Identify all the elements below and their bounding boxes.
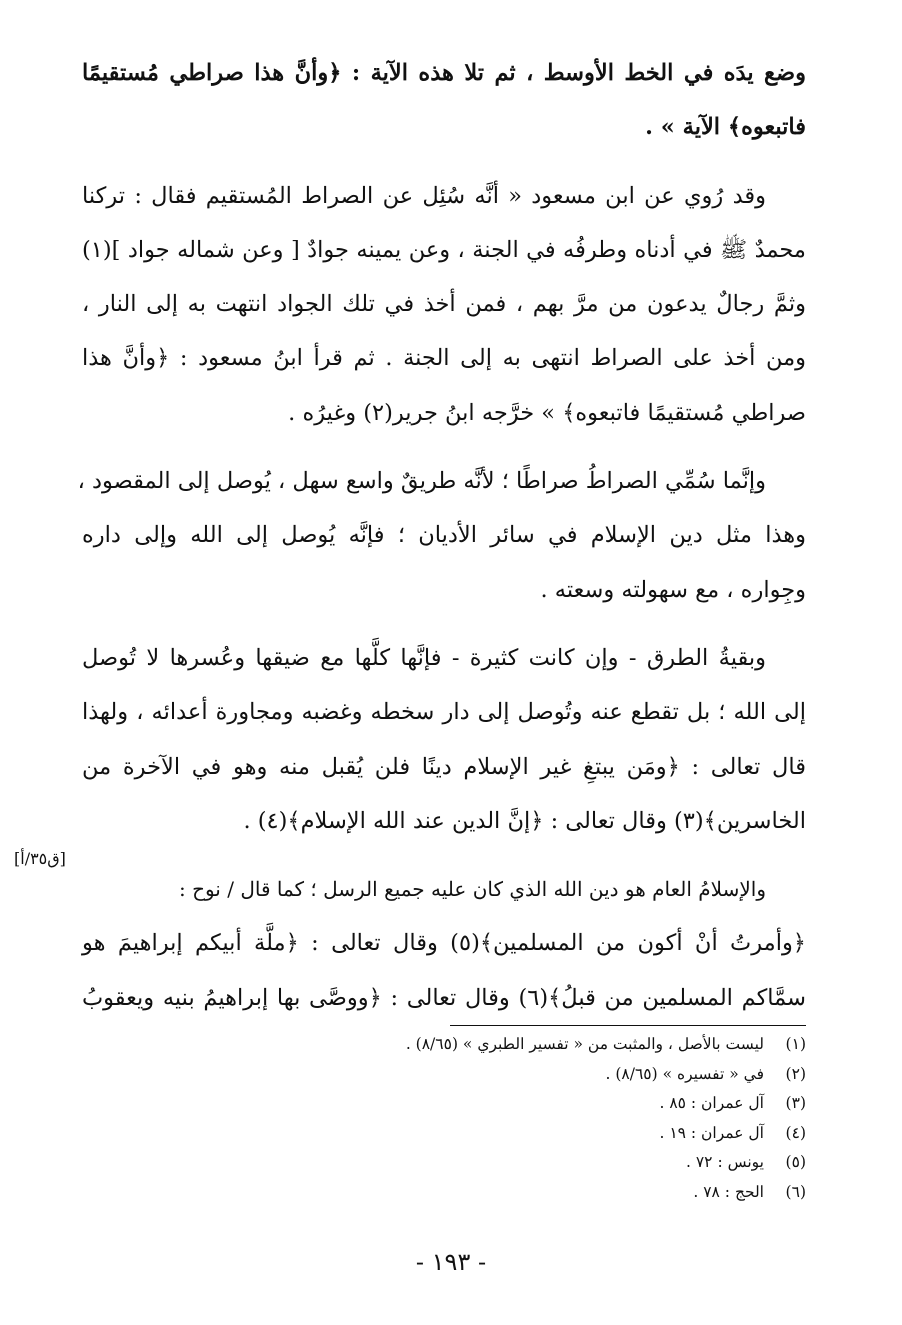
footnote-item bbox=[406, 1089, 806, 1119]
text-line: وبقيةُ الطرق - وإن كانت كثيرة - فإنَّها كلَّها مع ضيقها وعُسرها لا تُوصل bbox=[82, 644, 766, 671]
text-line: سمَّاكم المسلمين من قبلُ﴾(٦) وقال تعالى : ﴿ووصَّى بها إبراهيمُ بنيه ويعقوبُ bbox=[82, 984, 806, 1011]
footnote-text: ليست بالأصل ، والمثبت من « تفسير الطبري » (٨/٦٥) . bbox=[405, 1035, 764, 1053]
footnote-number: (١) bbox=[785, 1035, 806, 1053]
footnote-text: يونس : ٧٢ . bbox=[686, 1153, 764, 1171]
text-line: وإنَّما سُمِّي الصراطُ صراطًا ؛ لأنَّه طريقٌ واسع سهل ، يُوصل إلى المقصود ، bbox=[77, 468, 766, 495]
text-line: ﴿وأمرتُ أنْ أكون من المسلمين﴾(٥) وقال تعالى : ﴿ملَّة أبيكم إبراهيمَ هو bbox=[82, 930, 806, 957]
footnote-number: (٢) bbox=[785, 1064, 806, 1083]
footnote-text: آل عمران : ١٩ . bbox=[659, 1123, 764, 1142]
text-line: وضع يدَه في الخط الأوسط ، ثم تلا هذه الآية : ﴿وأنَّ هذا صراطي مُستقيمًا bbox=[82, 60, 806, 86]
text-line: وجِواره ، مع سهولته وسعته . bbox=[540, 576, 806, 603]
footnote-text: الحج : ٧٨ . bbox=[693, 1182, 764, 1201]
footnote-number: (٣) bbox=[785, 1094, 806, 1112]
text-line: ومن أخذ على الصراط انتهى به إلى الجنة . ثم قرأ ابنُ مسعود : ﴿وأنَّ هذا bbox=[82, 345, 806, 372]
main-text bbox=[77, 46, 806, 1039]
paragraph-4 bbox=[82, 631, 806, 848]
text-line: قال تعالى : ﴿ومَن يبتغِ غير الإسلام دينًا فلن يُقبل منه وهو في الآخرة من bbox=[82, 753, 806, 780]
text-line: وثمَّ رجالٌ يدعون من مرَّ بهم ، فمن أخذ في تلك الجواد انتهت به إلى النار ، bbox=[82, 291, 806, 318]
paragraph-5 bbox=[82, 862, 806, 1025]
text-line: الخاسرين﴾(٣) وقال تعالى : ﴿إنَّ الدين عند الله الإسلام﴾(٤) . bbox=[243, 807, 806, 834]
footnote-item bbox=[406, 1178, 806, 1208]
footnote-item bbox=[406, 1030, 806, 1060]
footnote-item bbox=[406, 1119, 806, 1149]
footnotes bbox=[406, 1030, 806, 1207]
footnote-item bbox=[406, 1148, 806, 1178]
footnote-number: (٦) bbox=[785, 1182, 806, 1201]
page-number: - ١٩٣ - bbox=[415, 1248, 487, 1276]
text-line: صراطي مُستقيمًا فاتبعوه﴾ » خرَّجه ابنُ جرير(٢) وغيرُه . bbox=[288, 399, 806, 426]
footnote-text: في « تفسيره » (٨/٦٥) . bbox=[605, 1064, 764, 1083]
footnote-item bbox=[406, 1060, 806, 1090]
paragraph-1 bbox=[82, 46, 806, 155]
text-line: وقد رُوي عن ابن مسعود « أنَّه سُئِل عن الصراط المُستقيم فقال : تركنا bbox=[82, 182, 766, 209]
paragraph-2 bbox=[82, 169, 806, 440]
text-line: وهذا مثل دين الإسلام في سائر الأديان ؛ فإنَّه يُوصل إلى الله وإلى داره bbox=[82, 522, 806, 549]
text-line: والإسلامُ العام هو دين الله الذي كان عليه جميع الرسل ؛ كما قال / نوح : bbox=[178, 877, 766, 902]
footnote-number: (٥) bbox=[785, 1153, 806, 1171]
manuscript-folio-marker: [ق٣٥/أ] bbox=[14, 849, 66, 868]
text-line: محمدٌ ﷺ في أدناه وطرفُه في الجنة ، وعن يمينه جوادٌ [ وعن شماله جواد ](١) bbox=[82, 236, 806, 263]
footnote-number: (٤) bbox=[785, 1123, 806, 1142]
text-line: فاتبعوه﴾ الآية » . bbox=[645, 114, 806, 141]
paragraph-3 bbox=[77, 454, 806, 617]
footnote-text: آل عمران : ٨٥ . bbox=[659, 1094, 764, 1112]
footnote-divider bbox=[450, 1025, 806, 1026]
text-line: إلى الله ؛ بل تقطع عنه وتُوصل إلى دار سخطه وغضبه ومجاورة أعدائه ، ولهذا bbox=[82, 699, 806, 726]
